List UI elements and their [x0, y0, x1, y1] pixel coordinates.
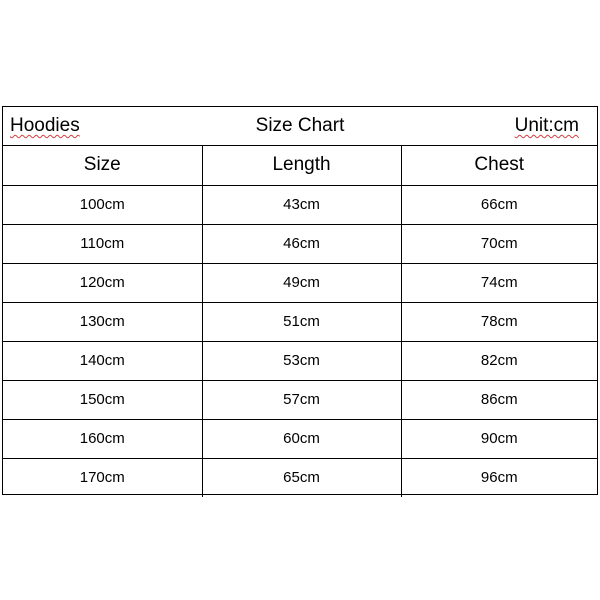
table-row: [3, 185, 597, 224]
chest-cell: 90cm: [401, 419, 597, 458]
table-row: [3, 341, 597, 380]
chest-cell: 70cm: [401, 224, 597, 263]
size-cell: 100cm: [3, 185, 202, 224]
size-chart: [2, 106, 598, 495]
length-cell: 49cm: [202, 263, 401, 302]
size-cell: 140cm: [3, 341, 202, 380]
table-row: [3, 224, 597, 263]
chest-cell: 96cm: [401, 458, 597, 497]
chest-cell: 78cm: [401, 302, 597, 341]
column-header-chest: Chest: [401, 146, 597, 185]
size-table: [3, 146, 597, 497]
length-cell: 53cm: [202, 341, 401, 380]
length-cell: 57cm: [202, 380, 401, 419]
chart-title: Size Chart: [255, 115, 345, 136]
chest-cell: 86cm: [401, 380, 597, 419]
column-header-row: [3, 146, 597, 185]
table-row: [3, 458, 597, 497]
chest-cell: 74cm: [401, 263, 597, 302]
size-cell: 130cm: [3, 302, 202, 341]
unit-label: Unit:cm: [514, 115, 579, 136]
size-cell: 120cm: [3, 263, 202, 302]
size-cell: 150cm: [3, 380, 202, 419]
table-row: [3, 419, 597, 458]
size-cell: 160cm: [3, 419, 202, 458]
table-row: [3, 263, 597, 302]
table-row: [3, 380, 597, 419]
column-header-length: Length: [202, 146, 401, 185]
length-cell: 51cm: [202, 302, 401, 341]
chest-cell: 82cm: [401, 341, 597, 380]
length-cell: 43cm: [202, 185, 401, 224]
size-cell: 170cm: [3, 458, 202, 497]
table-row: [3, 302, 597, 341]
length-cell: 60cm: [202, 419, 401, 458]
length-cell: 65cm: [202, 458, 401, 497]
chest-cell: 66cm: [401, 185, 597, 224]
length-cell: 46cm: [202, 224, 401, 263]
product-name: Hoodies: [10, 115, 80, 136]
size-chart-header: [3, 107, 597, 146]
column-header-size: Size: [3, 146, 202, 185]
size-cell: 110cm: [3, 224, 202, 263]
